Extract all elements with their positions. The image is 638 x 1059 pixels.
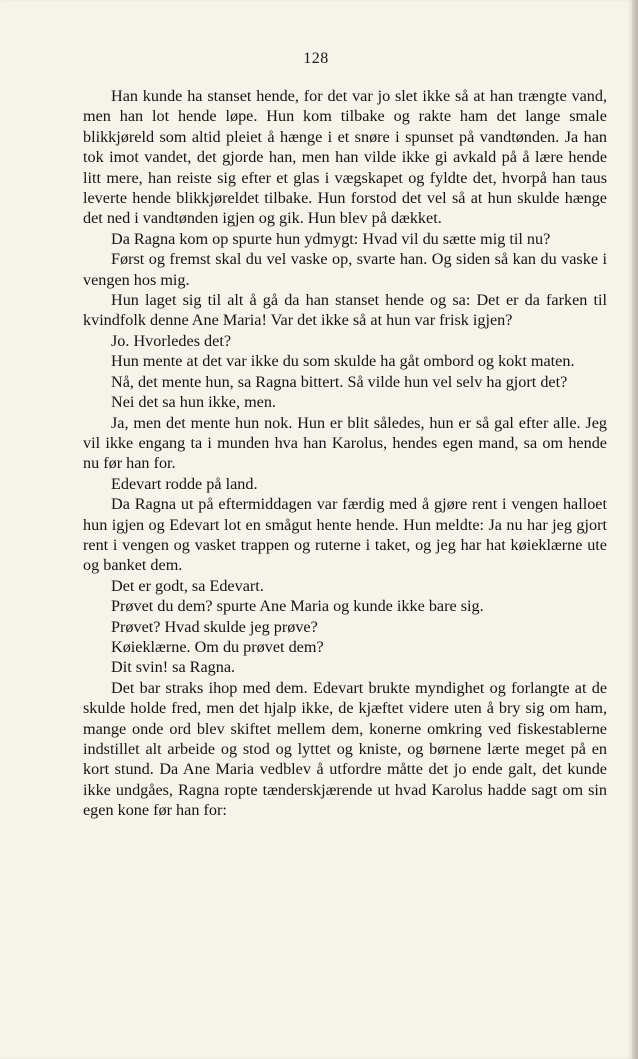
paragraph: Ja, men det mente hun nok. Hun er blit således, hun er så gal efter alle. Jeg vil ikke engang ta i munden hva han Karolus, hendes egen mand, sa om hende nu før han for. bbox=[83, 413, 607, 473]
paragraph: Køieklærne. Om du prøvet dem? bbox=[111, 637, 324, 656]
paragraph: Dit svin! sa Ragna. bbox=[111, 658, 236, 677]
paragraph: Prøvet du dem? spurte Ane Maria og kunde ikke bare sig. bbox=[111, 597, 484, 616]
paragraph: Først og fremst skal du vel vaske op, svarte han. Og siden så kan du vaske i vengen hos mig. bbox=[83, 250, 607, 289]
paragraph: Edevart rodde på land. bbox=[111, 474, 258, 493]
page-edge bbox=[632, 0, 638, 1059]
paragraph: Hun laget sig til alt å gå da han stanset hende og sa: Det er da farken til kvindfolk denne Ane Maria! Var det ikke så at hun var frisk igjen? bbox=[83, 291, 607, 330]
paragraph: Nei det sa hun ikke, men. bbox=[111, 393, 276, 412]
paragraph: Det er godt, sa Edevart. bbox=[111, 576, 264, 595]
paragraph: Da Ragna kom op spurte hun ydmygt: Hvad vil du sætte mig til nu? bbox=[111, 229, 551, 248]
body-text bbox=[83, 86, 607, 821]
paragraph: Nå, det mente hun, sa Ragna bittert. Så vilde hun vel selv ha gjort det? bbox=[111, 372, 568, 391]
paragraph: Hun mente at det var ikke du som skulde ha gåt ombord og kokt maten. bbox=[111, 352, 575, 371]
paragraph: Prøvet? Hvad skulde jeg prøve? bbox=[111, 617, 318, 636]
page-number: 128 bbox=[303, 50, 329, 67]
paragraph: Da Ragna ut på eftermiddagen var færdig med å gjøre rent i vengen halloet hun igjen og Edevart lot en smågut hente hende. Hun meldte: Ja nu har jeg gjort rent i vengen og vasket trappen og ruterne i taket, og jeg har hat køieklærne ute og banket dem. bbox=[83, 495, 607, 575]
paragraph: Jo. Hvorledes det? bbox=[111, 331, 232, 350]
paragraph: Det bar straks ihop med dem. Edevart brukte myndighet og forlangte at de skulde holde fred, men det hjalp ikke, de kjæftet videre uten å bry sig om ham, mange onde ord blev skiftet mellem dem, konerne omkring ved fiskestablerne indstillet alt arbeide og stod og lyttet og kniste, og børnene lærte meget på en kort stund. Da Ane Maria vedblev å utfordre måtte det jo ende galt, det kunde ikke undgåes, Ragna ropte tænderskjærende ut hvad Karolus hadde sagt om sin egen kone før han for: bbox=[83, 678, 607, 820]
paragraph: Han kunde ha stanset hende, for det var jo slet ikke så at han trængte vand, men han lot hende løpe. Hun kom tilbake og rakte ham det lange smale blikkjøreld som altid pleiet å hænge i et snøre i spunset på vandtønden. Ja han tok imot vandet, det gjorde han, men han vilde ikke gi avkald på å lære hende litt mere, han reiste sig efter et glas i vægskapet og fyldte det, hvorpå han taus leverte hende blikkjøreldet tilbake. Hun forstod det vel så at hun skulde hænge det ned i vandtønden igjen og gik. Hun blev på dækket. bbox=[83, 87, 607, 228]
